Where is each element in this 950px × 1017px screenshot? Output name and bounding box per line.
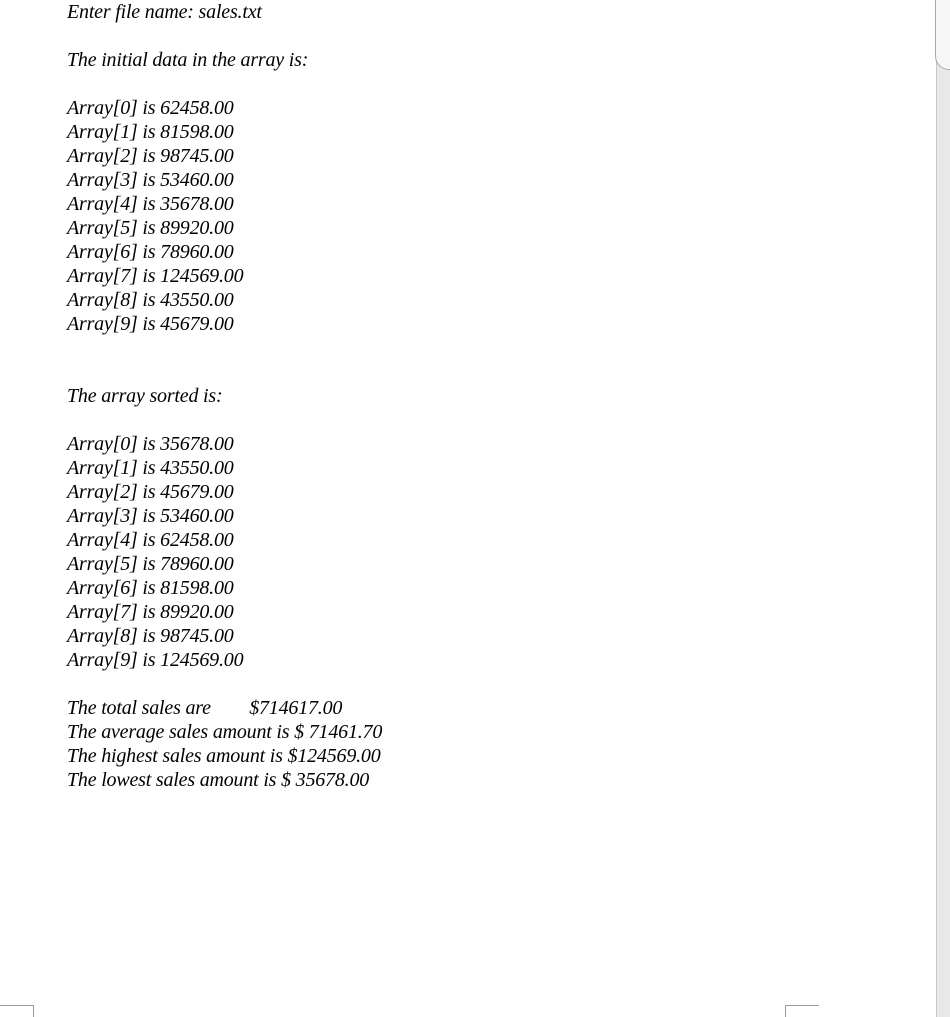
array-line: Array[9] is 124569.00 xyxy=(67,649,244,671)
page-corner-mark-right xyxy=(785,1005,819,1017)
total-sales-line: The total sales are $714617.00 xyxy=(67,697,343,719)
array-line: Array[0] is 62458.00 xyxy=(67,97,234,119)
array-line: Array[4] is 35678.00 xyxy=(67,193,234,215)
blank-line xyxy=(67,72,767,96)
array-line: Array[1] is 43550.00 xyxy=(67,457,234,479)
page-corner-mark-left xyxy=(0,1005,34,1017)
blank-line xyxy=(67,672,767,696)
array-line: Array[2] is 45679.00 xyxy=(67,481,234,503)
console-output xyxy=(67,0,767,792)
array-line: Array[8] is 43550.00 xyxy=(67,289,234,311)
blank-line xyxy=(67,336,767,360)
array-line: Array[9] is 45679.00 xyxy=(67,313,234,335)
file-name-prompt: Enter file name: sales.txt xyxy=(67,1,262,23)
blank-line xyxy=(67,24,767,48)
sorted-data-heading: The array sorted is: xyxy=(67,385,223,407)
blank-line xyxy=(67,408,767,432)
average-sales-line: The average sales amount is $ 71461.70 xyxy=(67,721,383,743)
sales-summary xyxy=(67,696,767,792)
sorted-data-list xyxy=(67,432,767,672)
array-line: Array[2] is 98745.00 xyxy=(67,145,234,167)
array-line: Array[0] is 35678.00 xyxy=(67,433,234,455)
initial-data-list xyxy=(67,96,767,336)
array-line: Array[5] is 78960.00 xyxy=(67,553,234,575)
array-line: Array[5] is 89920.00 xyxy=(67,217,234,239)
array-line: Array[7] is 124569.00 xyxy=(67,265,244,287)
highest-sales-line: The highest sales amount is $124569.00 xyxy=(67,745,381,767)
vertical-scrollbar[interactable] xyxy=(936,0,950,1017)
lowest-sales-line: The lowest sales amount is $ 35678.00 xyxy=(67,769,370,791)
initial-data-heading: The initial data in the array is: xyxy=(67,49,309,71)
array-line: Array[3] is 53460.00 xyxy=(67,169,234,191)
array-line: Array[3] is 53460.00 xyxy=(67,505,234,527)
array-line: Array[8] is 98745.00 xyxy=(67,625,234,647)
array-line: Array[7] is 89920.00 xyxy=(67,601,234,623)
array-line: Array[6] is 81598.00 xyxy=(67,577,234,599)
array-line: Array[1] is 81598.00 xyxy=(67,121,234,143)
array-line: Array[4] is 62458.00 xyxy=(67,529,234,551)
scrollbar-thumb[interactable] xyxy=(935,0,950,70)
blank-line xyxy=(67,360,767,384)
array-line: Array[6] is 78960.00 xyxy=(67,241,234,263)
